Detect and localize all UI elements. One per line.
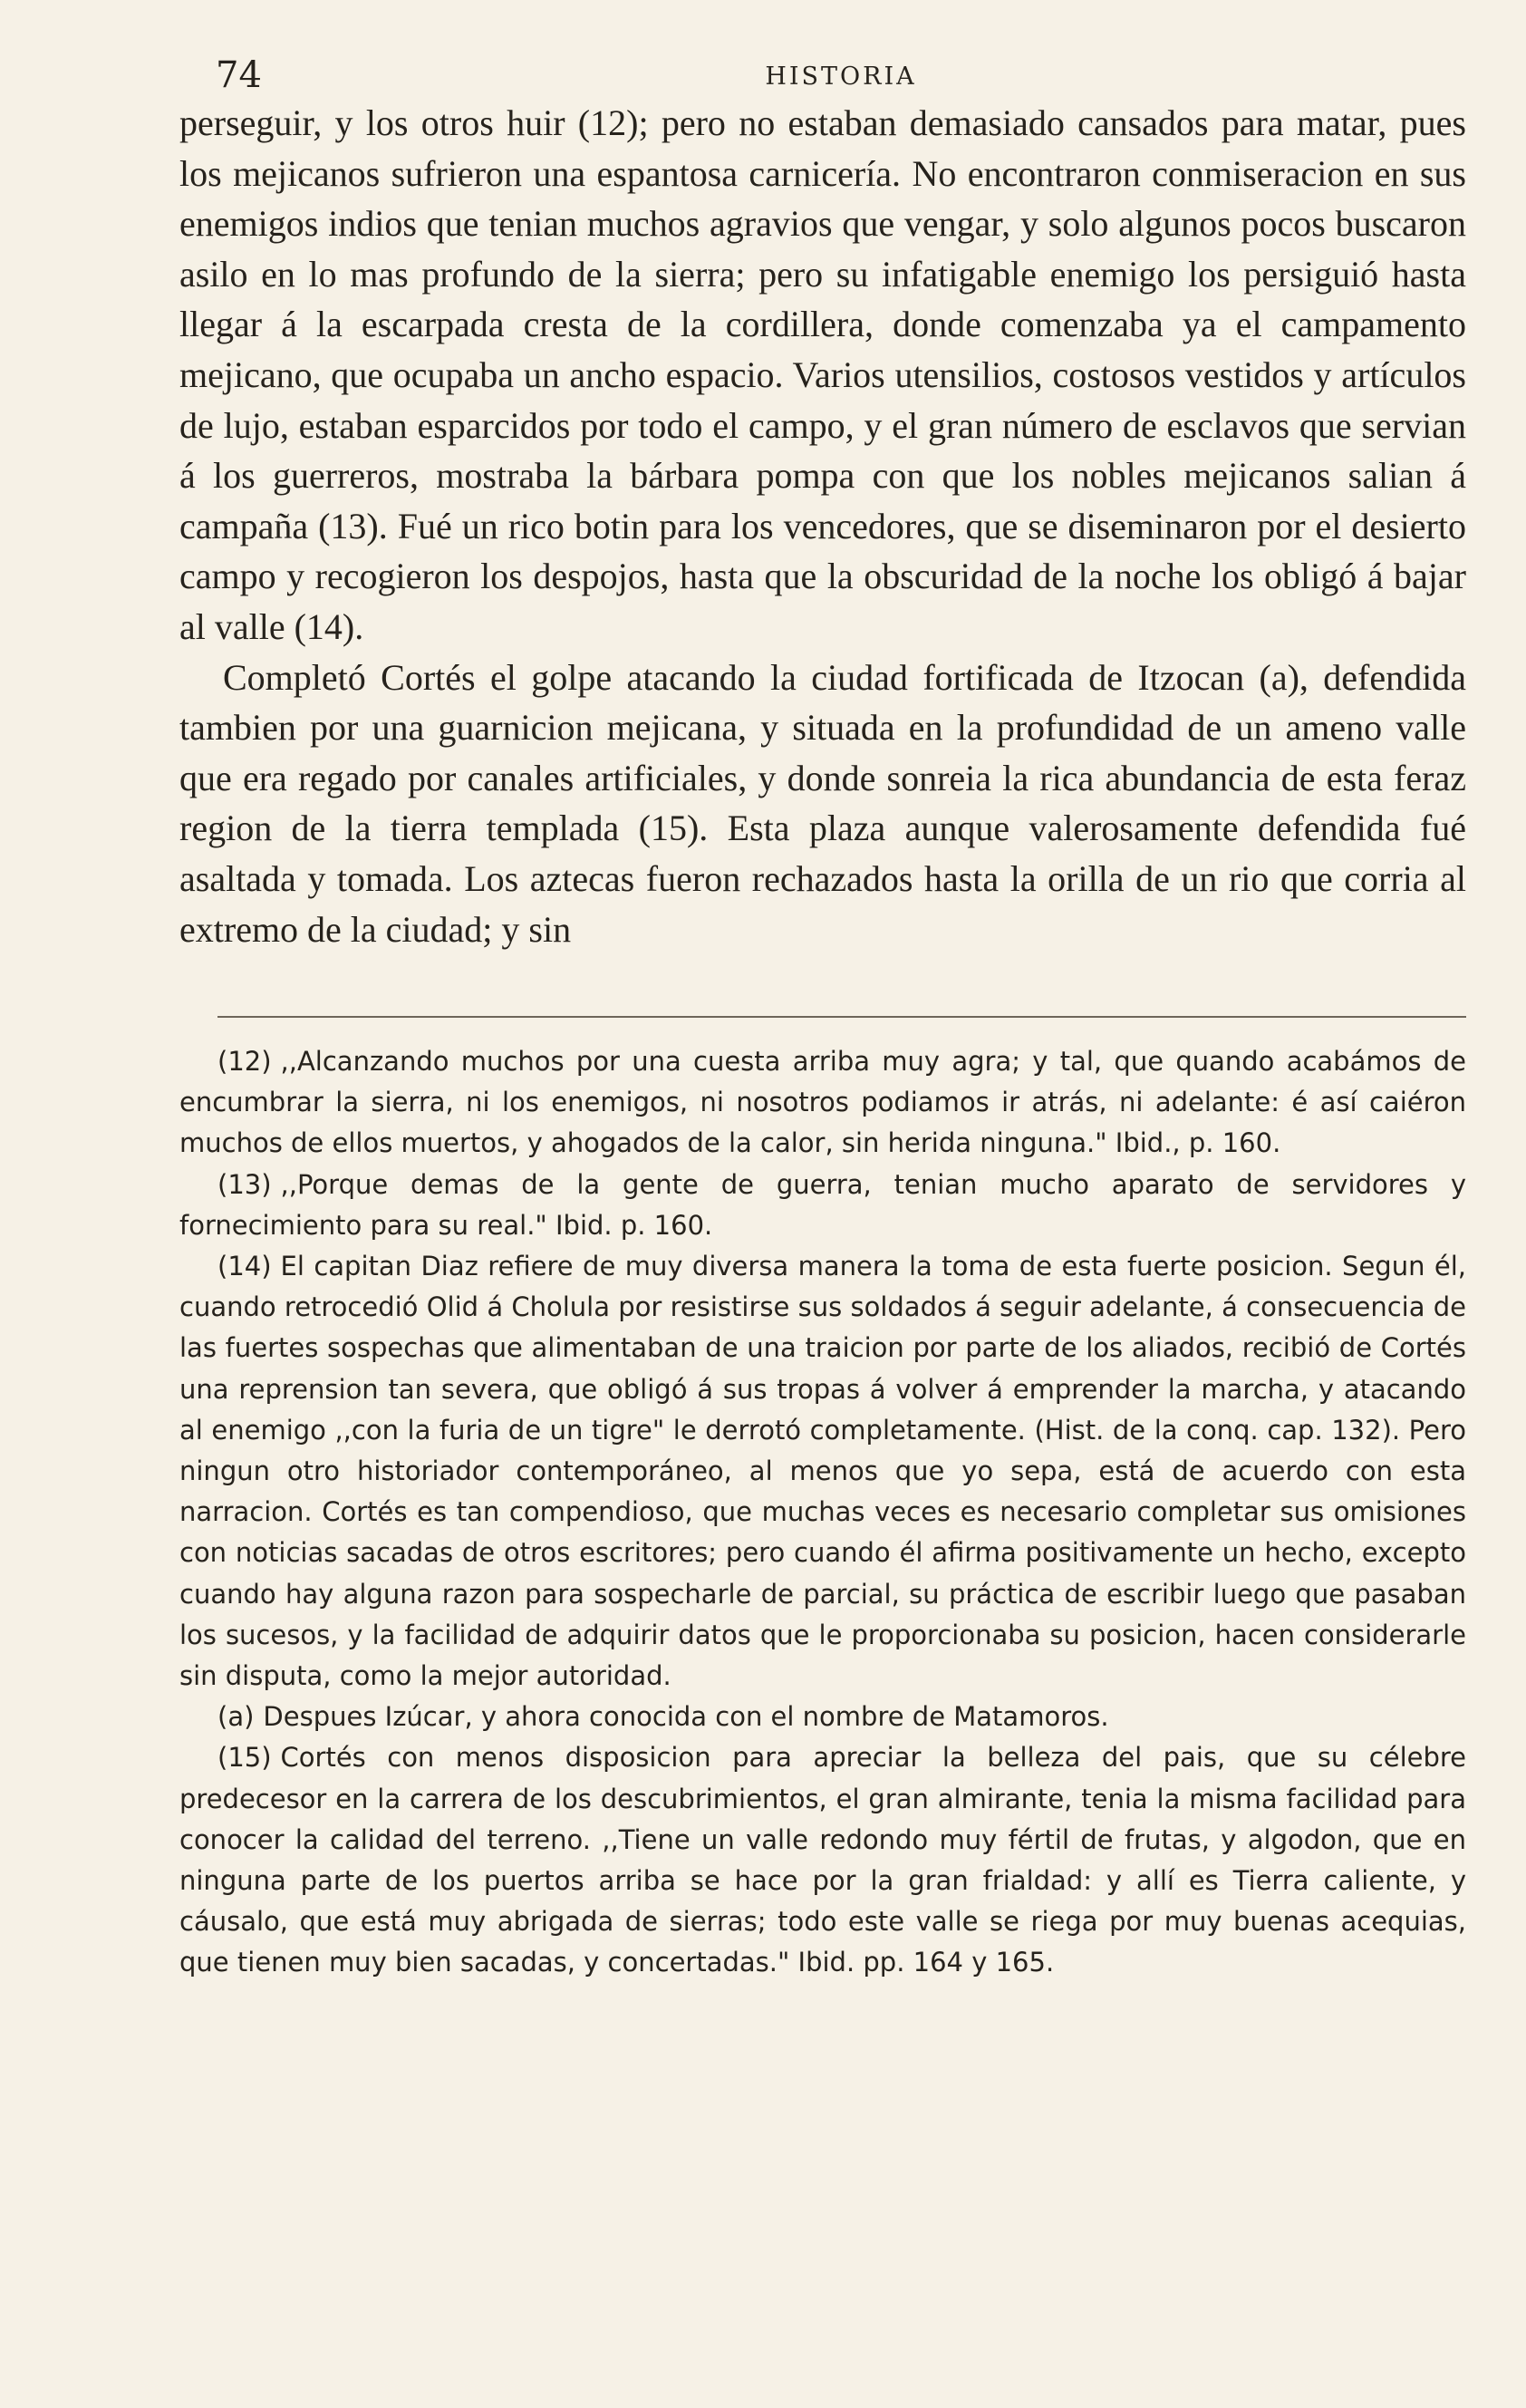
page-header: [216, 53, 1466, 98]
body-paragraph: perseguir, y los otros huir (12); pero no estaban demasiado cansados para matar, pues los mejicanos sufrieron una espantosa carnicería. No encontraron conmiseracion en sus enemigos indios que tenian muchos agravios que vengar, y solo algunos pocos buscaron asilo en lo mas profundo de la sierra; pero su infatigable enemigo los persiguió hasta llegar á la escarpada cresta de la cordillera, donde comenzaba ya el campamento mejicano, que ocupaba un ancho espacio. Varios utensilios, costosos vestidos y artículos de lujo, estaban esparcidos por todo el campo, y el gran número de esclavos que servian á los guerreros, mostraba la bárbara pompa con que los nobles mejicanos salian á campaña (13). Fué un rico botin para los vencedores, que se diseminaron por el desierto campo y recogieron los despojos, hasta que la obscuridad de la noche los obligó á bajar al valle (14).: [179, 102, 1466, 647]
footnote-text: El capitan Diaz refiere de muy diversa manera la toma de esta fuerte posicion. Segun él, cuando retrocedió Olid á Cholula por resistirse sus soldados á seguir adelante, á consecuencia de las fuertes sospechas que alimentaban de una traicion por parte de los aliados, recibió de Cortés una reprension tan severa, que obligó á sus tropas á volver á emprender la marcha, y atacando al enemigo ,,con la furia de un tigre" le derrotó completamente. (Hist. de la conq. cap. 132). Pero ningun otro historiador contemporáneo, al menos que yo sepa, está de acuerdo con esta narracion. Cortés es tan compendioso, que muchas veces es necesario completar sus omisiones con noticias sacadas de otros escritores; pero cuando él afirma positivamente un hecho, excepto cuando hay alguna razon para sospecharle de parcial, su práctica de escribir luego que pasaban los sucesos, y la facilidad de adquirir datos que le proporcionaba su posicion, hacen considerarle sin disputa, como la mejor autoridad.: [179, 1251, 1466, 1692]
body-paragraph: Completó Cortés el golpe atacando la ciudad fortificada de Itzocan (a), defendida tambien por una guarnicion mejicana, y situada en la profundidad de un ameno valle que era regado por canales artificiales, y donde sonreia la rica abundancia de esta feraz region de la tierra templada (15). Esta plaza aunque valerosamente defendida fué asaltada y tomada. Los aztecas fueron rechazados hasta la orilla de un rio que corria al extremo de la ciudad; y sin: [179, 656, 1466, 950]
footnote-marker: (15): [217, 1742, 272, 1774]
main-text: [179, 98, 1466, 954]
footnote-text: Cortés con menos disposicion para apreciar la belleza del pais, que su célebre predecesor en la carrera de los descubrimientos, el gran almirante, tenia la misma facilidad para conocer la calidad del terreno. ,,Tiene un valle redondo muy fértil de frutas, y algodon, que en ninguna parte de los puertos arriba se hace por la gran frialdad: y allí es Tierra caliente, y cáusalo, que está muy abrigada de sierras; todo este valle se riega por muy buenas acequias, que tienen muy bien sacadas, y concertadas." Ibid. pp. 164 y 165.: [179, 1742, 1466, 1978]
running-head: HISTORIA: [765, 63, 917, 91]
footnotes: [179, 1041, 1466, 1984]
footnote-text: Despues Izúcar, y ahora conocida con el nombre de Matamoros.: [263, 1701, 1109, 1733]
footnote-marker: (a): [217, 1701, 255, 1733]
footnote-marker: (13): [217, 1168, 272, 1200]
page-number: 74: [216, 54, 262, 96]
footnote-13: [179, 1165, 1466, 1246]
footnote-14: [179, 1246, 1466, 1697]
footnote-separator-rule: [217, 1016, 1466, 1018]
footnote-15: [179, 1737, 1466, 1983]
footnote-text: ,,Porque demas de la gente de guerra, tenian mucho aparato de servidores y fornecimiento para su real." Ibid. p. 160.: [179, 1168, 1466, 1241]
footnote-12: [179, 1041, 1466, 1165]
footnote-marker: (14): [217, 1251, 272, 1282]
footnote-text: ,,Alcanzando muchos por una cuesta arriba muy agra; y tal, que quando acabámos de encumbrar la sierra, ni los enemigos, ni nosotros podiamos ir atrás, ni adelante: é así caiéron muchos de ellos muertos, y ahogados de la calor, sin herida ninguna." Ibid., p. 160.: [179, 1046, 1466, 1159]
footnote-a: [179, 1697, 1466, 1737]
footnote-marker: (12): [217, 1046, 272, 1077]
